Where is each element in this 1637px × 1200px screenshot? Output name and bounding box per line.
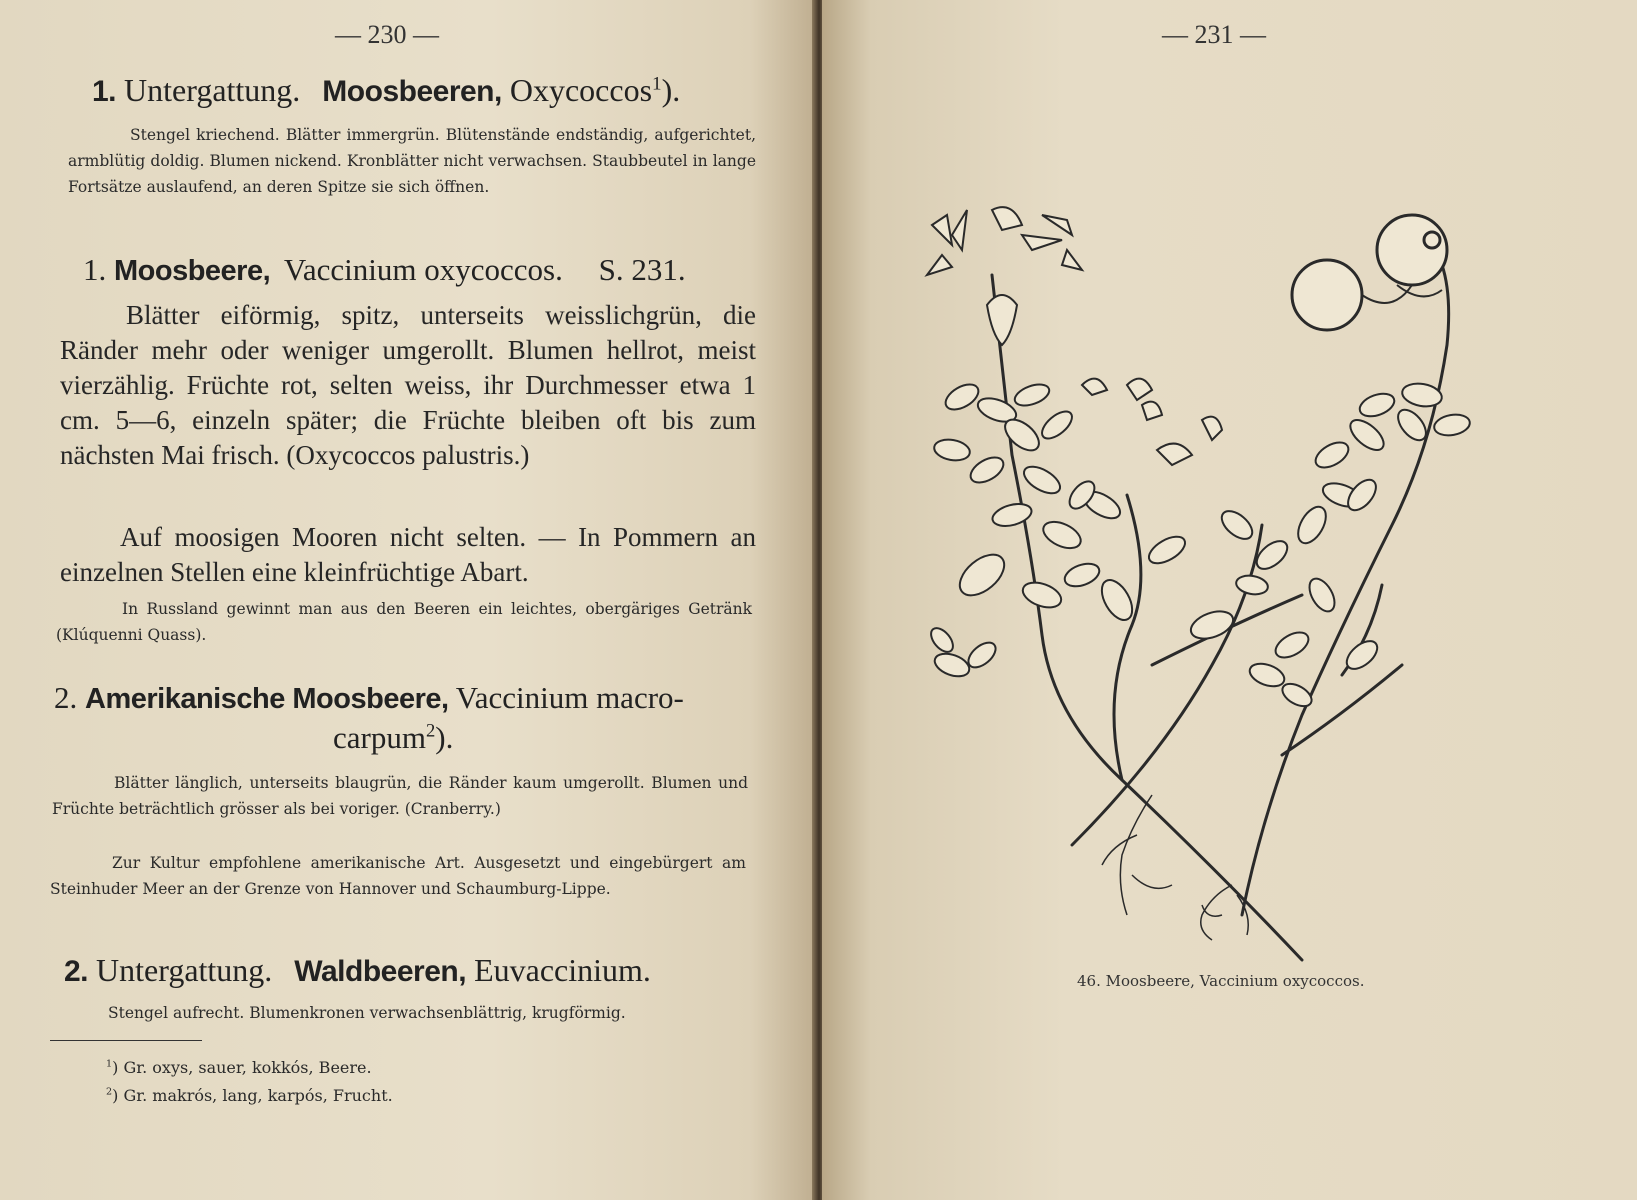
page-number-right: — 231 —: [1162, 20, 1266, 49]
subgenus-2-heading: 2. Untergattung. Waldbeeren, Euvaccinium.: [64, 952, 651, 988]
footnote-rule: [50, 1040, 202, 1041]
subgenus-1-description: Stengel kriechend. Blätter immergrün. Blütenstände endständig, aufgerichtet, armblütig doldig. Blumen nickend. Kronblätter nicht verwachsen. Staubbeutel in lange Fortsätze auslaufend, an deren Spitze sie sich öffnen.: [68, 126, 756, 196]
species-1-note: In Russland gewinnt man aus den Beeren ein leichtes, obergäriges Getränk (Klúquenni Quass).: [56, 600, 752, 644]
left-page: [0, 0, 815, 1200]
page-number-left: — 230 —: [335, 20, 439, 49]
species-1-heading: 1. Moosbeere, Vaccinium oxycoccos. S. 231.: [83, 252, 686, 287]
species-1-habitat: Auf moosigen Mooren nicht selten. — In Pommern an einzelnen Stellen eine kleinfrüchtige Abart.: [60, 522, 756, 587]
subgenus-2-description: Stengel aufrecht. Blumenkronen verwachsenblättrig, krugförmig.: [108, 1004, 626, 1022]
species-2-note: Zur Kultur empfohlene amerikanische Art. Ausgesetzt und eingebürgert am Steinhuder Meer an der Grenze von Hannover und Schaumburg-Lippe.: [50, 854, 746, 898]
right-page: [822, 0, 1637, 1200]
species-2-heading: 2. Amerikanische Moosbeere, Vaccinium macro-: [54, 680, 684, 715]
species-2-description: Blätter länglich, unterseits blaugrün, die Ränder kaum umgerollt. Blumen und Früchte beträchtlich grösser als bei voriger. (Cranberry.): [52, 774, 748, 818]
footnote-2: $^2$) Gr. makrós, lang, karpós, Frucht.: [106, 1086, 393, 1105]
subgenus-1-heading: 1. Untergattung. Moosbeeren, Oxycoccos$^1$).: [92, 72, 681, 108]
species-1-description: Blätter eiförmig, spitz, unterseits weisslichgrün, die Ränder mehr oder weniger umgerollt. Blumen hellrot, meist vierzählig. Früchte rot, selten weiss, ihr Durchmesser etwa 1 cm. 5—6, einzeln später; die Früchte bleiben oft bis zum nächsten Mai frisch. (Oxycoccos palustris.): [60, 300, 756, 470]
species-2-heading-continued: carpum$^2$).: [333, 720, 454, 755]
cranberry-illustration: [922, 195, 1482, 965]
figure-caption: 46. Moosbeere, Vaccinium oxycoccos.: [1077, 972, 1365, 990]
footnote-1: $^1$) Gr. oxys, sauer, kokkós, Beere.: [106, 1058, 372, 1077]
